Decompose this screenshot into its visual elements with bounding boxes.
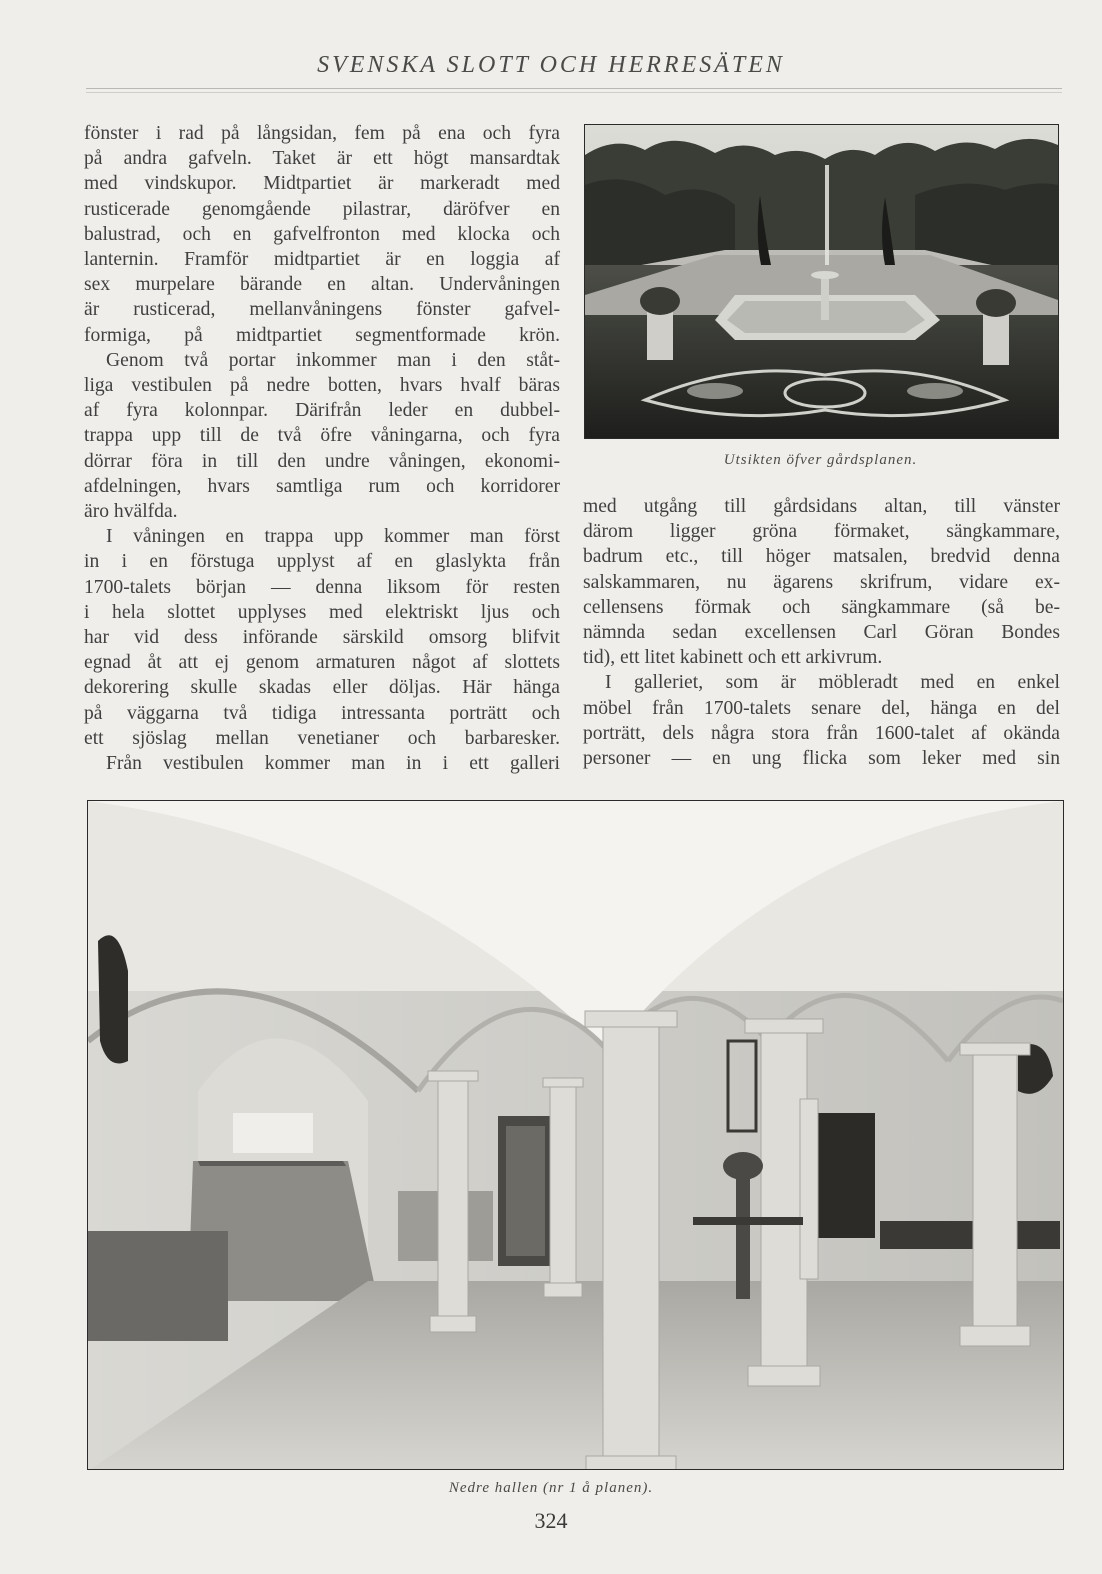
text-line: 1700-talets början — denna liksom för resten [84,576,560,598]
text-line: rusticerade genomgående pilastrar, däröfver en [84,198,560,220]
text-line: i hela slottet upplyses med elektriskt ljus och [84,601,560,623]
text-line: dekorering skulle skadas eller döljas. Här hänga [84,677,560,699]
text-line: af fyra kolonnpar. Därifrån leder en dubbel- [84,400,560,422]
text-line: cellensens förmak och sängkammare (så be- [583,596,1060,618]
header-rule [86,88,1062,89]
text-line: med utgång till gårdsidans altan, till vänster [583,496,1060,517]
text-line: liga vestibulen på nedre botten, hvars hvalf bäras [84,375,560,397]
text-line: fönster i rad på långsidan, fem på ena och fyra [84,123,560,144]
running-head: SVENSKA SLOTT OCH HERRESÄTEN [317,52,785,78]
text-line: på väggarna två tidiga intressanta porträtt och [84,702,560,724]
text-line: trappa upp till de två öfre våningarna, och fyra [84,425,560,447]
hall-illustration [88,801,1063,1469]
header-rule-thin [86,92,1062,93]
page-number: 324 [534,1508,568,1533]
garden-photo [584,124,1059,439]
text-line: Från vestibulen kommer man in i ett galleri [106,753,560,775]
text-line: har vid dess införande särskild omsorg blifvit [84,627,560,649]
text-line: in i en förstuga upplyst af en glaslykta från [84,551,560,573]
text-line: porträtt, dels några stora från 1600-talet af okända [583,722,1060,744]
text-line: afdelningen, hvars samtliga rum och korridorer [84,475,560,497]
text-line: sex murpelare bärande en altan. Undervåningen [84,274,560,296]
text-line: formiga, på midtpartiet segmentformade krön. [84,324,560,346]
garden-illustration [585,125,1058,438]
text-line: med vindskupor. Midtpartiet är markeradt med [84,173,560,195]
text-line: därom ligger gröna förmaket, sängkammare, [583,521,1060,543]
right-text-column [583,494,1060,771]
text-line: nämnda sedan excellensen Carl Göran Bondes [583,622,1060,644]
text-line: ett sjöslag mellan venetianer och barbaresker. [84,727,560,749]
text-line: salskammaren, nu ägarens skrifrum, vidare ex- [583,571,1060,593]
text-line: lanternin. Framför midtpartiet är en loggia af [84,249,560,271]
text-line: I våningen en trappa upp kommer man först [106,526,560,548]
hall-caption: Nedre hallen (nr 1 å planen). [448,1480,654,1496]
text-line: dörrar föra in till den undre våningen, ekonomi- [84,450,560,472]
text-line: Genom två portar inkommer man i den ståt- [106,349,560,371]
left-text-column [84,121,560,776]
text-line: är rusticerad, mellanvåningens fönster gafvel- [84,299,560,321]
text-line: personer — en ung flicka som leker med sin [583,748,1060,770]
hall-photo [87,800,1064,1470]
text-line: badrum etc., till höger matsalen, bredvid denna [583,546,1060,568]
text-line: äro hvälfda. [84,501,178,523]
garden-caption: Utsikten öfver gårdsplanen. [723,452,918,468]
text-line: på andra gafveln. Taket är ett högt mansardtak [84,148,560,170]
text-line: möbel från 1700-talets senare del, hänga en del [583,697,1060,719]
text-line: I galleriet, som är möbleradt med en enkel [605,672,1060,694]
text-line: egnad åt att ej genom armaturen något af slottets [84,652,560,674]
text-line: tid), ett litet kabinett och ett arkivrum. [583,647,883,669]
text-line: balustrad, och en gafvelfronton med klocka och [84,223,560,245]
